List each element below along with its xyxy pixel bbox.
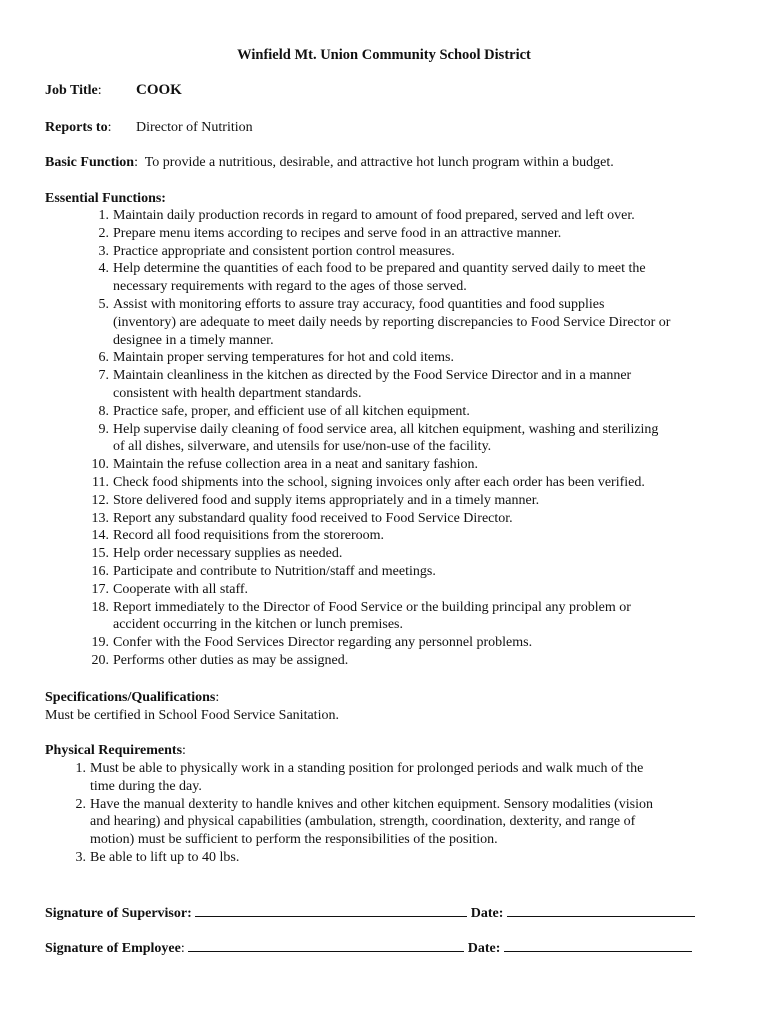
essential-function-item bbox=[91, 563, 670, 581]
essential-function-item bbox=[91, 456, 670, 474]
essential-function-item-text-line: Report immediately to the Director of Food Service or the building principal any problem or bbox=[113, 599, 631, 615]
physical-requirements-colon: : bbox=[182, 743, 186, 758]
essential-function-item-number: 13. bbox=[91, 510, 109, 526]
employee-signature-line[interactable] bbox=[188, 939, 464, 952]
supervisor-signature-line[interactable] bbox=[195, 904, 467, 917]
physical-requirement-item-text-line: time during the day. bbox=[90, 778, 202, 794]
job-title-label: Job Title bbox=[45, 83, 98, 98]
essential-function-item-text-line: Help supervise daily cleaning of food service area, all kitchen equipment, washing and sterilizing bbox=[113, 421, 659, 437]
employee-signature-row bbox=[45, 939, 692, 957]
essential-function-item-text-line: Cooperate with all staff. bbox=[113, 581, 249, 597]
essential-function-item-text-line: Practice safe, proper, and efficient use of all kitchen equipment. bbox=[113, 403, 470, 419]
essential-function-item-text-line: Check food shipments into the school, signing invoices only after each order has been verified. bbox=[113, 474, 645, 490]
essential-function-item-number: 9. bbox=[98, 421, 109, 437]
essential-function-item bbox=[91, 527, 670, 545]
supervisor-date-line[interactable] bbox=[507, 904, 695, 917]
essential-function-item-text-line: Maintain cleanliness in the kitchen as directed by the Food Service Director and in a manner bbox=[113, 368, 632, 384]
essential-function-item-text-line: of all dishes, silverware, and utensils for use/non-use of the facility. bbox=[113, 439, 492, 455]
essential-function-item bbox=[91, 581, 670, 599]
job-title-colon: : bbox=[97, 83, 102, 98]
reports-to-value: Director of Nutrition bbox=[136, 120, 253, 135]
essential-function-item-text-line: Report any substandard quality food received to Food Service Director. bbox=[113, 510, 513, 526]
essential-function-item-number: 16. bbox=[91, 563, 109, 579]
essential-function-item-text-line: Maintain daily production records in regard to amount of food prepared, served and left over. bbox=[113, 208, 635, 223]
essential-function-item-number: 10. bbox=[91, 457, 109, 473]
physical-requirements-list bbox=[75, 760, 653, 867]
district-title: Winfield Mt. Union Community School District bbox=[237, 47, 531, 63]
essential-function-item-text-line: consistent with health department standards. bbox=[113, 385, 362, 401]
essential-function-item-text-line: necessary requirements with regard to the ages of those served. bbox=[113, 279, 467, 295]
essential-function-item-text-line: designee in a timely manner. bbox=[113, 332, 274, 348]
supervisor-signature-label: Signature of Supervisor: bbox=[45, 906, 192, 921]
physical-requirement-item bbox=[75, 760, 653, 796]
essential-function-item bbox=[98, 421, 670, 457]
essential-function-item-number: 2. bbox=[98, 225, 109, 241]
essential-function-item bbox=[98, 367, 670, 403]
physical-requirement-item-text-line: and hearing) and physical capabilities (ambulation, strength, coordination, dexterity, and range of bbox=[90, 814, 636, 830]
essential-function-item-text-line: Practice appropriate and consistent portion control measures. bbox=[113, 243, 455, 259]
essential-functions-heading: Essential Functions: bbox=[45, 191, 166, 206]
physical-requirements-heading-row bbox=[45, 742, 186, 760]
physical-requirement-item-number: 1. bbox=[75, 761, 86, 776]
essential-function-item-text-line: Help order necessary supplies as needed. bbox=[113, 546, 343, 562]
essential-function-item-text-line: Prepare menu items according to recipes and serve food in an attractive manner. bbox=[113, 225, 562, 241]
specifications-text: Must be certified in School Food Service Sanitation. bbox=[45, 708, 339, 723]
essential-function-item-number: 12. bbox=[91, 492, 109, 508]
supervisor-signature-row bbox=[45, 904, 695, 922]
essential-function-item-number: 14. bbox=[91, 528, 109, 544]
basic-function-row bbox=[45, 154, 614, 172]
essential-function-item bbox=[91, 634, 670, 652]
physical-requirement-item-text-line: Be able to lift up to 40 lbs. bbox=[90, 849, 240, 865]
specifications-heading-row bbox=[45, 689, 219, 707]
essential-function-item-text-line: Maintain the refuse collection area in a neat and sanitary fashion. bbox=[113, 457, 479, 473]
essential-function-item-text-line: accident occurring in the kitchen or lunch premises. bbox=[113, 617, 404, 633]
reports-to-label: Reports to bbox=[45, 120, 108, 135]
essential-function-item-number: 8. bbox=[98, 403, 109, 419]
essential-function-item-text-line: Assist with monitoring efforts to assure tray accuracy, food quantities and food supplies bbox=[113, 296, 605, 312]
job-title-value: COOK bbox=[136, 82, 182, 98]
physical-requirement-item bbox=[75, 796, 653, 849]
essential-function-item bbox=[98, 225, 670, 243]
physical-requirement-item-number: 2. bbox=[75, 796, 86, 812]
essential-function-item-number: 20. bbox=[91, 652, 109, 668]
essential-function-item bbox=[91, 599, 670, 635]
physical-requirements-heading: Physical Requirements bbox=[45, 743, 183, 758]
essential-function-item-number: 3. bbox=[98, 243, 109, 259]
supervisor-date-label: Date: bbox=[470, 906, 504, 921]
essential-function-item bbox=[98, 207, 670, 225]
essential-function-item-text-line: Store delivered food and supply items appropriately and in a timely manner. bbox=[113, 492, 540, 508]
essential-function-item-text-line: Record all food requisitions from the storeroom. bbox=[113, 528, 384, 544]
essential-function-item-number: 1. bbox=[98, 208, 109, 223]
essential-function-item bbox=[98, 296, 671, 349]
employee-date-line[interactable] bbox=[504, 939, 692, 952]
essential-functions-list bbox=[91, 207, 671, 670]
basic-function-label: Basic Function bbox=[45, 155, 135, 170]
essential-function-item bbox=[92, 474, 670, 492]
basic-function-text: To provide a nutritious, desirable, and attractive hot lunch program within a budget. bbox=[144, 155, 614, 170]
physical-requirement-item bbox=[75, 849, 653, 867]
essential-function-item-text-line: (inventory) are adequate to meet daily needs by reporting discrepancies to Food Service Director or bbox=[113, 314, 671, 330]
employee-signature-colon: : bbox=[180, 941, 185, 956]
essential-function-item bbox=[98, 403, 670, 421]
employee-signature-label-text: Signature of Employee bbox=[45, 941, 181, 956]
essential-function-item-number: 11. bbox=[92, 474, 109, 490]
essential-function-item-text-line: Performs other duties as may be assigned. bbox=[113, 652, 349, 668]
physical-requirement-item-text-line: Must be able to physically work in a standing position for prolonged periods and walk much of the bbox=[90, 761, 644, 776]
physical-requirement-item-text-line: motion) must be sufficient to perform the responsibilities of the position. bbox=[90, 832, 498, 848]
basic-function-colon: : bbox=[134, 155, 138, 170]
specifications-colon: : bbox=[215, 690, 220, 705]
essential-function-item-number: 18. bbox=[91, 599, 109, 615]
essential-function-item-number: 7. bbox=[98, 368, 109, 384]
essential-function-item bbox=[98, 349, 670, 367]
essential-function-item bbox=[91, 545, 670, 563]
essential-function-item bbox=[91, 492, 670, 510]
essential-function-item bbox=[91, 652, 670, 670]
essential-function-item-number: 15. bbox=[91, 546, 109, 562]
essential-function-item bbox=[98, 243, 670, 261]
essential-function-item-number: 19. bbox=[91, 635, 109, 651]
essential-function-item bbox=[91, 510, 670, 528]
specifications-heading: Specifications/Qualifications bbox=[45, 690, 216, 705]
essential-function-item-text-line: Help determine the quantities of each food to be prepared and quantity served daily to meet the bbox=[113, 261, 646, 277]
employee-date-label: Date: bbox=[467, 941, 501, 956]
physical-requirement-item-number: 3. bbox=[75, 849, 86, 865]
job-title-row bbox=[45, 82, 102, 100]
physical-requirement-item-text-line: Have the manual dexterity to handle knives and other kitchen equipment. Sensory modalities (vision bbox=[90, 796, 653, 812]
essential-function-item-text-line: Maintain proper serving temperatures for hot and cold items. bbox=[113, 350, 454, 366]
essential-function-item-number: 17. bbox=[91, 581, 109, 597]
reports-to-colon: : bbox=[107, 120, 112, 135]
essential-function-item-text-line: Confer with the Food Services Director regarding any personnel problems. bbox=[113, 635, 533, 651]
essential-function-item-number: 4. bbox=[98, 261, 109, 277]
essential-function-item bbox=[98, 260, 670, 296]
reports-to-row bbox=[45, 119, 112, 137]
employee-signature-label bbox=[45, 941, 185, 956]
essential-function-item-text-line: Participate and contribute to Nutrition/staff and meetings. bbox=[113, 563, 436, 579]
essential-function-item-number: 6. bbox=[98, 350, 109, 366]
essential-function-item-number: 5. bbox=[98, 296, 109, 312]
